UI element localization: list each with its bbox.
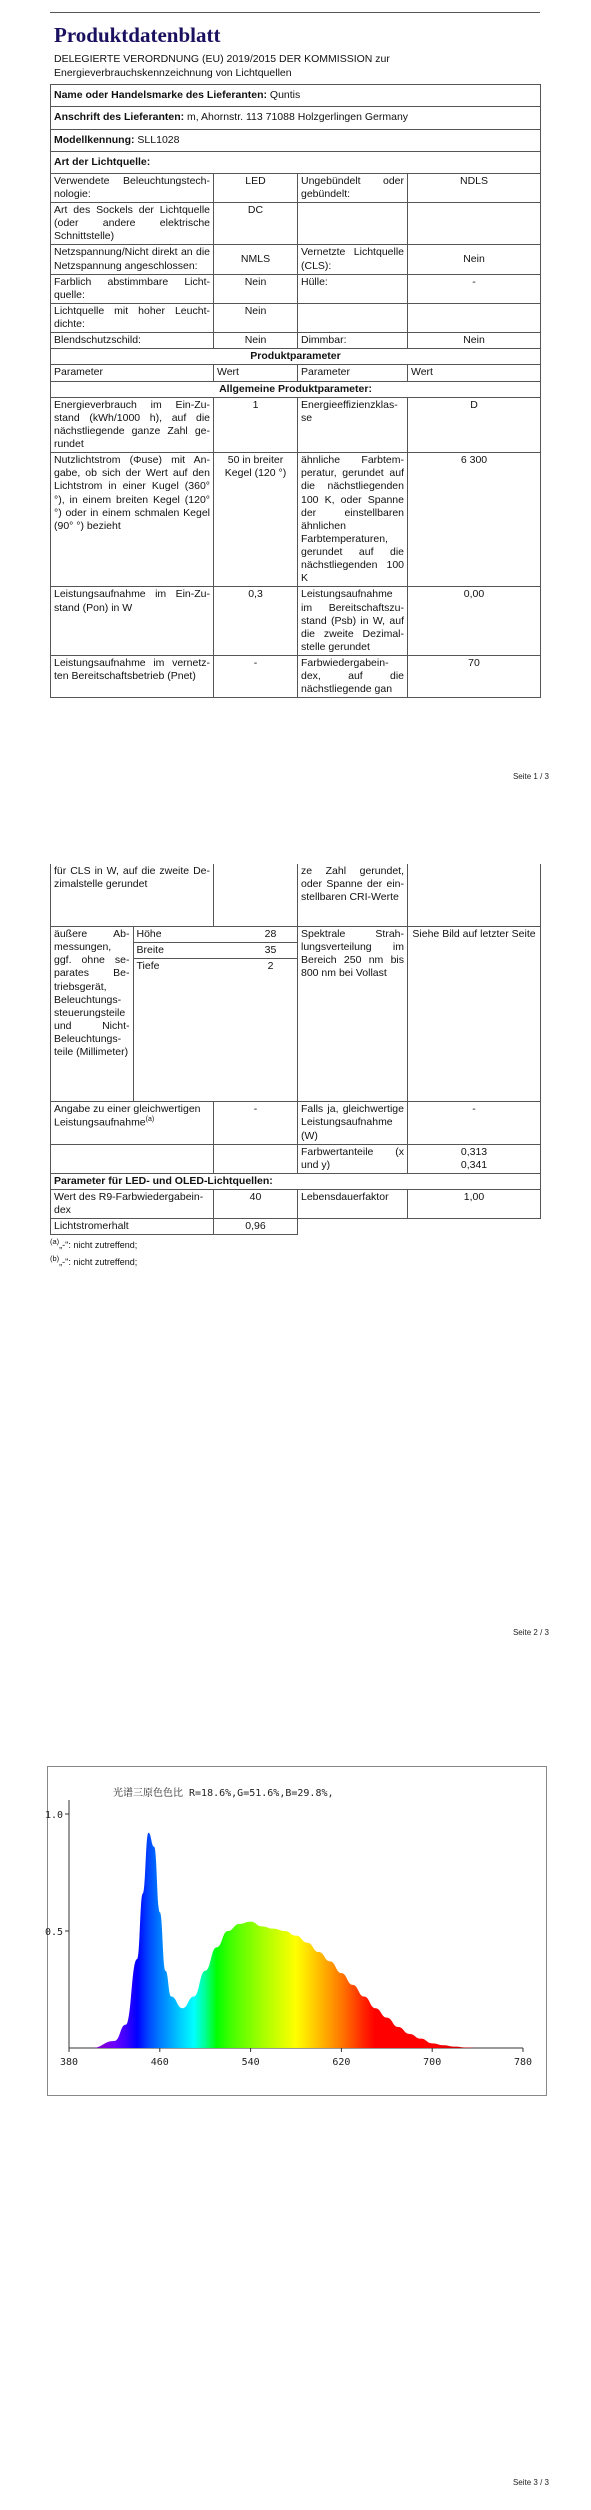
params-table-continued	[50, 864, 541, 1235]
table-row: Farblich abstimmbare Lichtquelle: Nein Hülle: -	[51, 274, 541, 303]
x-tick-label: 780	[513, 2057, 533, 2068]
spectral-value: Siehe Bild auf letzter Seite	[408, 927, 541, 1102]
spectrum-chart	[44, 1766, 547, 2096]
table-row: Leistungsaufnahme im vernetzten Bereitschaftsbetrieb (Pnet) - Farbwiedergabeindex, auf die nächstliegende gan 70	[51, 656, 541, 698]
general-params-heading: Allgemeine Produktparameter:	[51, 381, 541, 397]
model-row: Modellkennung: SLL1028	[51, 129, 541, 151]
y-tick-label: 1.0	[44, 1810, 63, 1821]
table-row: Lichtstromerhalt 0,96	[51, 1219, 541, 1235]
x-tick-label: 380	[59, 2057, 79, 2068]
table-row: Angabe zu einer gleichwertigen Leistungsaufnahme$^{(a)}$ - Falls ja, gleichwertige Leistungsaufnahme (W) -	[51, 1102, 541, 1144]
footnote-b: $^{(b)}$„-": nicht zutreffend;	[50, 1253, 138, 1267]
dimensions-label: äußere Abmessungen, ggf. ohne separates Betriebsgerät, Beleuchtungssteuerungsteile und Nicht-Beleuchtungsteile (Millimeter)	[51, 927, 133, 1101]
table-row: Nutzlichtstrom (Φuse) mit Angabe, ob sich der Wert auf den Lichtstrom in einer Kugel (360° °), in einem breiten Kegel (120° °) oder in einem schmalen Kegel (90° °) bezieht 50 in breiter Kegel (120 °) ähnliche Farbtemperatur, gerundet auf die nächstliegenden 100 K, oder Spanne der einstellbaren ähnlichen Farbtemperaturen, gerundet auf die nächstliegenden 100 K 6 300	[51, 453, 541, 587]
regulation-subtitle: DELEGIERTE VERORDNUNG (EU) 2019/2015 DER KOMMISSION zur Energieverbrauchskennzeichnung von Lichtquellen	[54, 53, 390, 80]
x-tick-label: 540	[241, 2057, 260, 2068]
supplier-name-row: Name oder Handelsmarke des Lieferanten: Quntis	[51, 85, 541, 107]
supplier-table	[50, 84, 541, 698]
page-number: Seite 1 / 3	[512, 772, 549, 781]
page-2	[0, 860, 591, 1650]
table-row: Blendschutzschild: Nein Dimmbar: Nein	[51, 333, 541, 349]
x-tick-label: 460	[150, 2057, 169, 2068]
page-number: Seite 2 / 3	[512, 1628, 549, 1637]
supplier-name: Quntis	[269, 89, 301, 102]
width-value: 35	[243, 943, 298, 959]
table-row: Energieverbrauch im Ein-Zustand (kWh/1000 h), auf die nächstliegende ganze Zahl gerundet 1 Energieeffizienzklasse D	[51, 397, 541, 453]
table-row: Verwendete Beleuchtungstechnologie: LED Ungebündelt oder gebündelt: NDLS	[51, 173, 541, 202]
table-row: für CLS in W, auf die zweite Dezimalstelle gerundet ze Zahl gerundet, oder Spanne der einstellbaren CRI-Werte	[51, 864, 541, 927]
spectral-label: Spektrale Strahlungsverteilung im Bereich 250 nm bis 800 nm bei Vollast	[298, 927, 408, 1102]
height-value: 28	[243, 927, 298, 943]
y-tick-label: 0.5	[44, 1927, 63, 1938]
light-type-heading: Art der Lichtquelle:	[51, 151, 541, 173]
table-row: Netzspannung/Nicht direkt an die Netzspannung angeschlossen: NMLS Vernetzte Lichtquelle (CLS): Nein	[51, 245, 541, 274]
page-1	[0, 0, 591, 800]
table-row: Art des Sockels der Lichtquelle (oder andere elektrische Schnittstelle) DC	[51, 203, 541, 245]
table-row: Leistungsaufnahme im Ein-Zustand (Pon) in W 0,3 Leistungsaufnahme im Bereitschaftszustand (Psb) in W, auf die zweite Dezimalstelle gerundet 0,00	[51, 587, 541, 656]
product-params-heading: Produktparameter	[51, 349, 541, 365]
supplier-address: m, Ahornstr. 113 71088 Holzgerlingen Germany	[187, 111, 409, 124]
dimensions-row	[51, 927, 541, 1102]
depth-value: 2	[267, 960, 274, 973]
document-title: Produktdatenblatt	[54, 23, 221, 47]
table-row: Wert des R9-Farbwiedergabeindex 40 Lebensdauerfaktor 1,00	[51, 1190, 541, 1219]
footnote-a: $^{(a)}$„-": nicht zutreffend;	[50, 1237, 138, 1251]
led-params-heading: Parameter für LED- und OLED-Lichtquellen:	[51, 1173, 541, 1189]
table-row: Farbwertanteile (x und y) 0,313 0,341	[51, 1144, 541, 1173]
page-3	[0, 1720, 591, 2510]
supplier-address-row: Anschrift des Lieferanten: m, Ahornstr. 113 71088 Holzgerlingen Germany	[51, 107, 541, 129]
x-tick-label: 700	[423, 2057, 442, 2068]
chroma-values: 0,313 0,341	[408, 1144, 541, 1173]
page-number: Seite 3 / 3	[512, 2478, 549, 2487]
chart-title: 光谱三原色色比 R=18.6%,G=51.6%,B=29.8%,	[113, 1788, 334, 1799]
column-header-row: Parameter Wert Parameter Wert	[51, 365, 541, 381]
equiv-label: Angabe zu einer gleichwertigen Leistungsaufnahme$^{(a)}$	[51, 1102, 214, 1144]
x-tick-label: 620	[332, 2057, 351, 2068]
dimensions-table: äußere Abmessungen, ggf. ohne separates Betriebsgerät, Beleuchtungssteuerungsteile und Nicht-Beleuchtungsteile (Millimeter) Höhe 28 Breite 35 Tiefe 2	[51, 927, 298, 1101]
table-row: Lichtquelle mit hoher Leuchtdichte: Nein	[51, 303, 541, 332]
model-id: SLL1028	[137, 133, 180, 146]
